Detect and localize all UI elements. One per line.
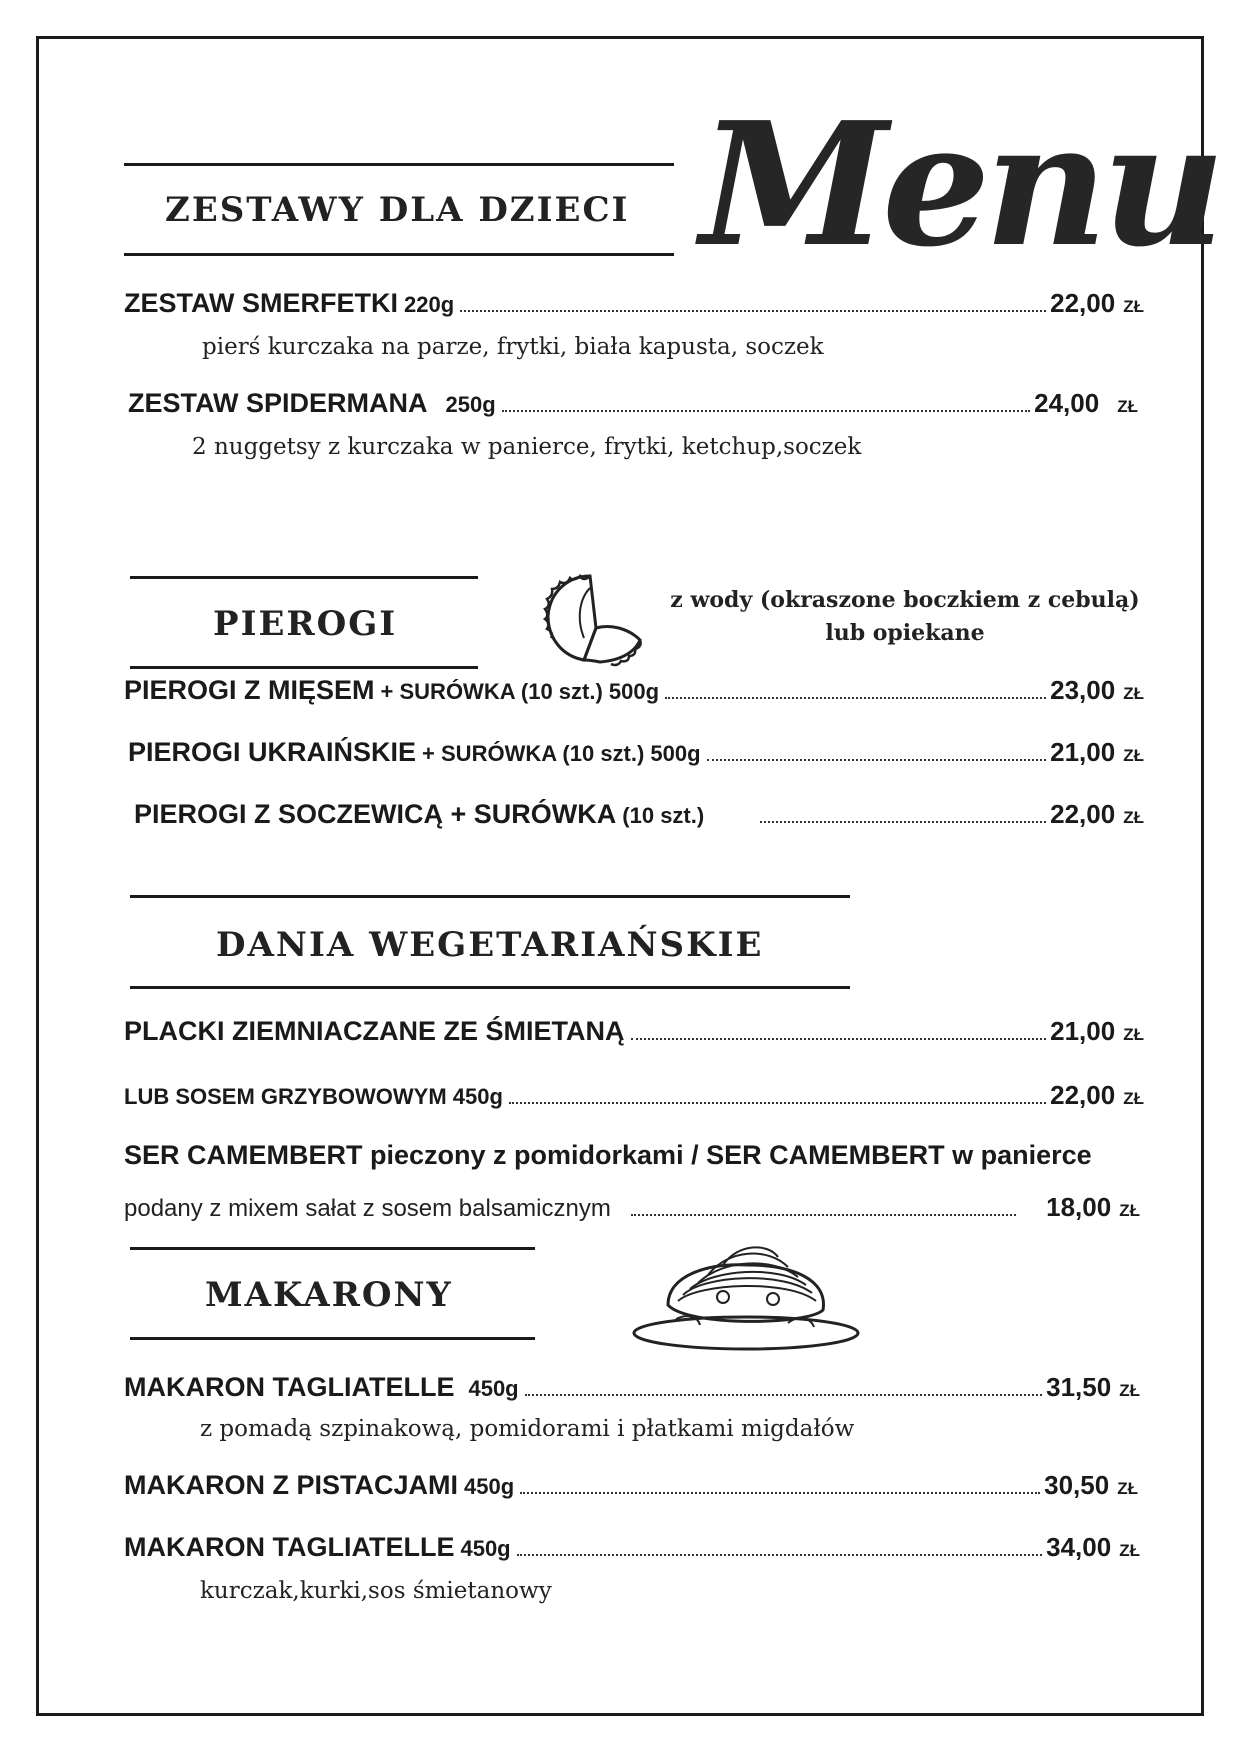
leader-dots bbox=[525, 1394, 1043, 1396]
item-currency: ZŁ bbox=[1119, 1201, 1140, 1220]
item-price: 24,00 bbox=[1034, 388, 1100, 418]
item-currency: ZŁ bbox=[1119, 1381, 1140, 1400]
item-currency: ZŁ bbox=[1123, 1089, 1144, 1108]
item-extra: + SURÓWKA (10 szt.) 500g bbox=[380, 679, 660, 704]
item-currency: ZŁ bbox=[1123, 746, 1144, 765]
leader-dots bbox=[502, 410, 1030, 412]
item-weight: 450g bbox=[464, 1474, 515, 1499]
menu-item-spidermana bbox=[128, 388, 1138, 419]
item-extra: (10 szt.) bbox=[622, 803, 705, 828]
item-price: 34,00 bbox=[1046, 1532, 1112, 1562]
item-name: PLACKI ZIEMNIACZANE ZE ŚMIETANĄ bbox=[124, 1016, 625, 1046]
item-price: 22,00 bbox=[1050, 799, 1116, 829]
leader-dots bbox=[517, 1554, 1043, 1556]
item-name: MAKARON TAGLIATELLE bbox=[124, 1372, 455, 1402]
item-currency: ZŁ bbox=[1117, 1479, 1138, 1498]
item-description: podany z mixem sałat z sosem balsamicznym bbox=[124, 1195, 611, 1222]
item-weight: 450g bbox=[460, 1536, 511, 1561]
item-price: 22,00 bbox=[1050, 288, 1116, 318]
item-price: 21,00 bbox=[1050, 1016, 1116, 1046]
item-name: MAKARON TAGLIATELLE bbox=[124, 1532, 455, 1562]
item-weight: 250g bbox=[445, 392, 496, 417]
item-description: pierś kurczaka na parze, frytki, biała kapusta, soczek bbox=[202, 334, 824, 360]
item-currency: ZŁ bbox=[1123, 297, 1144, 316]
leader-dots bbox=[520, 1492, 1040, 1494]
item-name: ZESTAW SMERFETKI bbox=[124, 288, 398, 318]
menu-item-camembert bbox=[124, 1140, 1092, 1171]
item-price: 21,00 bbox=[1050, 737, 1116, 767]
leader-dots bbox=[665, 697, 1046, 699]
pasta-plate-icon bbox=[628, 1235, 863, 1355]
item-extra: + SURÓWKA (10 szt.) 500g bbox=[422, 741, 701, 766]
item-weight: 220g bbox=[404, 292, 455, 317]
item-name: ZESTAW SPIDERMANA bbox=[128, 388, 428, 418]
section-rule-bottom bbox=[124, 253, 674, 256]
menu-item-pierogi-ukrainskie bbox=[128, 737, 1144, 768]
menu-item-pierogi-miesem bbox=[124, 675, 1144, 706]
item-weight: 450g bbox=[468, 1376, 519, 1401]
section-rule-top bbox=[124, 163, 674, 166]
section-title-vege: DANIA WEGETARIAŃSKIE bbox=[216, 925, 764, 965]
menu-logo: Menu bbox=[700, 85, 1220, 285]
section-rule-top bbox=[130, 1247, 535, 1250]
menu-item-smerfetki bbox=[124, 288, 1144, 319]
section-rule-top bbox=[130, 895, 850, 898]
section-rule-bottom bbox=[130, 986, 850, 989]
section-rule-bottom bbox=[130, 666, 478, 669]
item-currency: ZŁ bbox=[1123, 1025, 1144, 1044]
item-currency: ZŁ bbox=[1119, 1541, 1140, 1560]
menu-item-tagliatelle-1 bbox=[124, 1372, 1140, 1403]
menu-item-placki bbox=[124, 1016, 1144, 1047]
item-price: 30,50 bbox=[1044, 1470, 1110, 1500]
item-name: PIEROGI Z SOCZEWICĄ + SURÓWKA bbox=[134, 799, 617, 829]
dumpling-icon bbox=[540, 568, 650, 668]
item-currency: ZŁ bbox=[1123, 808, 1144, 827]
menu-item-pierogi-soczewica bbox=[134, 799, 1144, 830]
leader-dots bbox=[509, 1102, 1046, 1104]
item-description: z pomadą szpinakową, pomidorami i płatkami migdałów bbox=[200, 1416, 855, 1442]
menu-item-camembert-price bbox=[124, 1192, 1140, 1223]
item-currency: ZŁ bbox=[1123, 684, 1144, 703]
item-price: 23,00 bbox=[1050, 675, 1116, 705]
pierogi-note: z wody (okraszone boczkiem z cebulą) lub opiekane bbox=[670, 587, 1140, 646]
section-rule-top bbox=[130, 576, 478, 579]
item-currency: ZŁ bbox=[1117, 397, 1138, 416]
item-price: 18,00 bbox=[1046, 1192, 1112, 1222]
item-name: PIEROGI UKRAIŃSKIE bbox=[128, 737, 417, 767]
item-name: PIEROGI Z MIĘSEM bbox=[124, 675, 375, 705]
section-title-kids: ZESTAWY DLA DZIECI bbox=[165, 190, 630, 230]
item-price: 22,00 bbox=[1050, 1080, 1116, 1110]
section-rule-bottom bbox=[130, 1337, 535, 1340]
item-description: 2 nuggetsy z kurczaka w panierce, frytki, ketchup,soczek bbox=[192, 434, 862, 460]
item-price: 31,50 bbox=[1046, 1372, 1112, 1402]
item-description: kurczak,kurki,sos śmietanowy bbox=[200, 1578, 552, 1604]
leader-dots bbox=[460, 310, 1046, 312]
menu-item-placki-sos bbox=[124, 1080, 1144, 1111]
leader-dots bbox=[631, 1214, 1016, 1216]
leader-dots bbox=[707, 759, 1047, 761]
item-name: MAKARON Z PISTACJAMI bbox=[124, 1470, 458, 1500]
menu-item-pistacje bbox=[124, 1470, 1138, 1501]
leader-dots bbox=[760, 821, 1046, 823]
item-name: LUB SOSEM GRZYBOWOWYM 450g bbox=[124, 1084, 503, 1109]
section-title-pierogi: PIEROGI bbox=[213, 604, 398, 644]
leader-dots bbox=[631, 1038, 1047, 1040]
item-name: SER CAMEMBERT pieczony z pomidorkami / SER CAMEMBERT w panierce bbox=[124, 1140, 1092, 1170]
menu-item-tagliatelle-2 bbox=[124, 1532, 1140, 1563]
section-title-pasta: MAKARONY bbox=[205, 1275, 453, 1315]
